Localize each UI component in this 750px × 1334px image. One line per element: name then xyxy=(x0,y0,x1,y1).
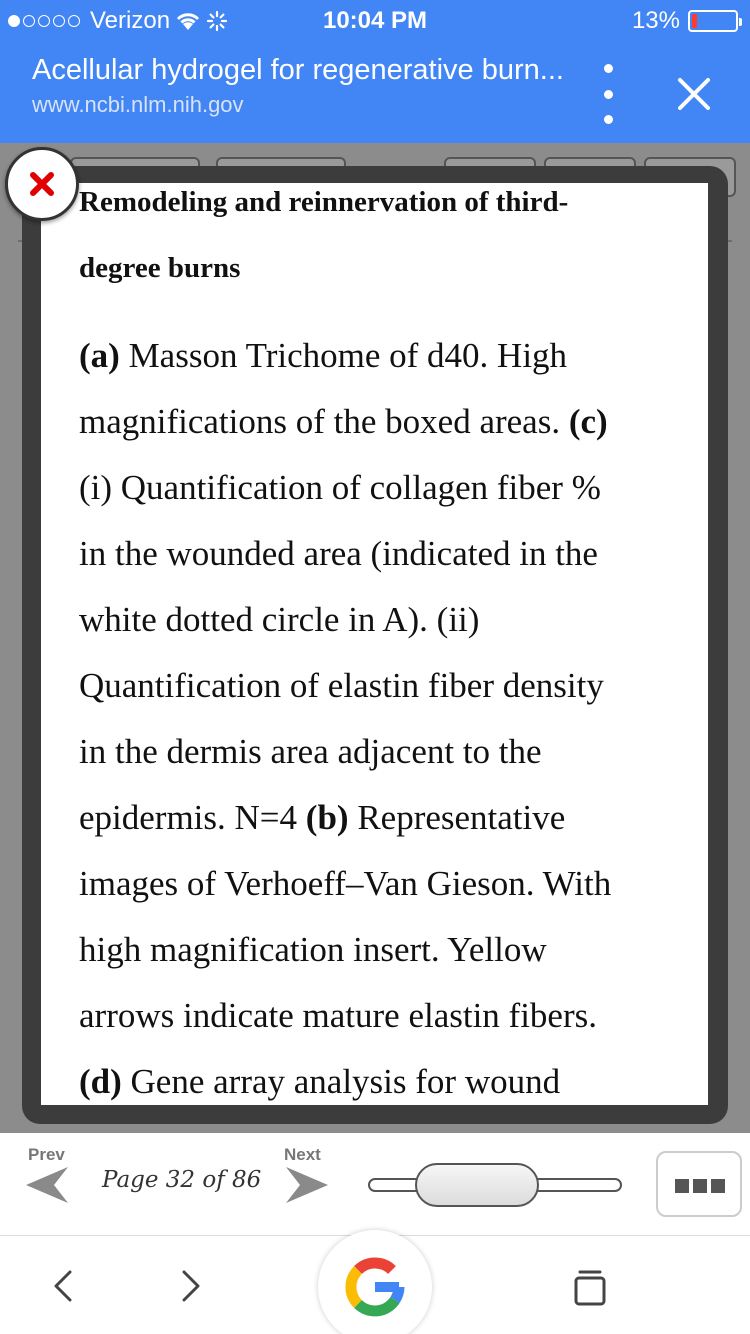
google-g-icon xyxy=(343,1255,407,1319)
slider-thumb[interactable] xyxy=(415,1163,539,1207)
caption-line xyxy=(79,587,689,653)
page-url[interactable]: www.ncbi.nlm.nih.gov xyxy=(32,92,244,117)
caption-text: Representative xyxy=(348,798,566,837)
caption-panel-label: (d) xyxy=(79,1062,122,1101)
page-title[interactable]: Acellular hydrogel for regenerative burn... xyxy=(32,54,564,86)
back-chevron-icon[interactable] xyxy=(50,1268,76,1304)
caption-panel-label: (b) xyxy=(305,798,349,837)
status-time: 10:04 PM xyxy=(322,7,428,34)
caption-line xyxy=(79,719,689,785)
caption-text: epidermis. N=4 xyxy=(79,798,306,837)
caption-text: Quantification of elastin fiber density xyxy=(79,666,604,705)
caption-line xyxy=(79,389,689,455)
figure-heading xyxy=(79,183,679,301)
prev-arrow-icon[interactable] xyxy=(24,1165,70,1205)
caption-line xyxy=(79,983,689,1049)
battery-level-fill xyxy=(692,14,697,28)
caption-text: images of Verhoeff–Van Gieson. With xyxy=(79,864,612,903)
caption-text: Masson Trichome of d40. High xyxy=(119,336,568,375)
caption-panel-label: (c) xyxy=(568,402,608,441)
caption-text: in the wounded area (indicated in the xyxy=(79,534,598,573)
vertical-dots-icon[interactable] xyxy=(596,64,620,124)
caption-line xyxy=(79,455,689,521)
caption-panel-label: (a) xyxy=(79,336,120,375)
browser-bottom-bar xyxy=(0,1235,750,1334)
page-navigator xyxy=(0,1133,750,1235)
figure-caption-panel[interactable] xyxy=(41,183,708,1105)
figure-caption xyxy=(79,323,689,1105)
status-right xyxy=(632,7,738,35)
status-bar xyxy=(0,0,750,40)
caption-text: in the dermis area adjacent to the xyxy=(79,732,542,771)
page-slider[interactable] xyxy=(368,1169,622,1199)
caption-line xyxy=(79,521,689,587)
carrier-name: Verizon xyxy=(90,7,171,34)
red-x-close-icon[interactable] xyxy=(5,147,79,221)
caption-line xyxy=(79,653,689,719)
caption-line xyxy=(79,917,689,983)
prev-label: Prev xyxy=(28,1145,65,1164)
close-icon[interactable] xyxy=(672,72,716,116)
page-indicator: Page 32 of 86 xyxy=(102,1167,262,1193)
caption-text: high magnification insert. Yellow xyxy=(79,930,547,969)
caption-text: white dotted circle in A). (ii) xyxy=(79,600,480,639)
caption-text: magnifications of the boxed areas. xyxy=(79,402,569,441)
battery-percent: 13% xyxy=(631,7,680,34)
browser-toolbar xyxy=(0,40,750,143)
next-arrow-icon[interactable] xyxy=(284,1165,330,1205)
caption-line xyxy=(79,851,689,917)
next-label: Next xyxy=(284,1145,321,1164)
google-search-button[interactable] xyxy=(318,1230,432,1334)
figure-heading-line: degree burns xyxy=(79,252,241,284)
thumbnail-grid-button[interactable] xyxy=(656,1151,742,1217)
tabs-icon[interactable] xyxy=(570,1268,610,1308)
caption-line xyxy=(79,323,689,389)
forward-chevron-icon[interactable] xyxy=(178,1268,204,1304)
caption-text: (i) Quantification of collagen fiber % xyxy=(79,468,601,507)
caption-line xyxy=(79,1049,689,1105)
caption-line xyxy=(79,785,689,851)
caption-text: arrows indicate mature elastin fibers. xyxy=(79,996,597,1035)
figure-heading-line: Remodeling and reinnervation of third- xyxy=(79,186,569,218)
caption-text: Gene array analysis for wound xyxy=(121,1062,561,1101)
battery-icon xyxy=(688,10,738,32)
